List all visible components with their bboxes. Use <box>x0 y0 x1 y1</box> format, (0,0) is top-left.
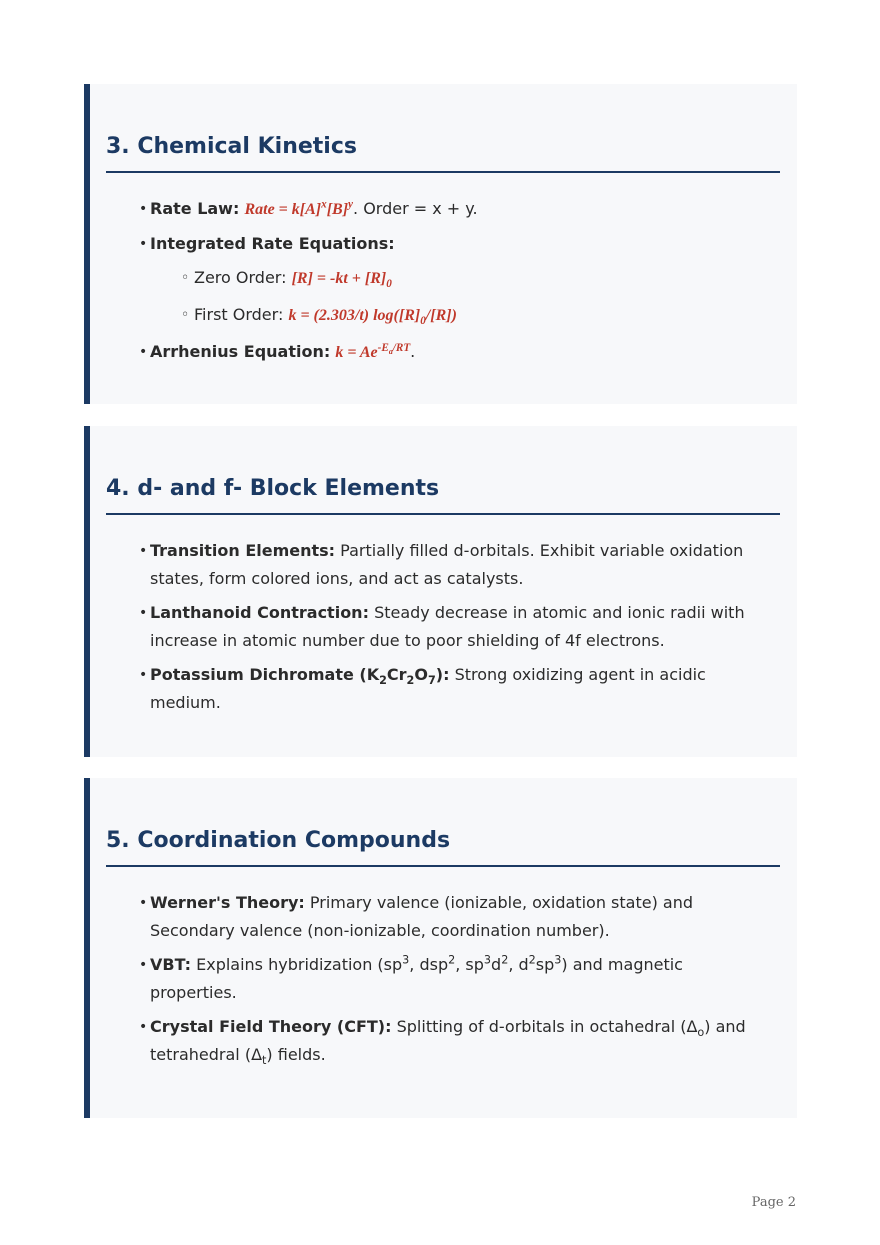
text-part: Explains hybridization (sp <box>196 955 403 974</box>
text-part: , sp <box>455 955 484 974</box>
item-text: . Order = x + y. <box>353 199 478 218</box>
formula-part: /[R]) <box>425 307 457 324</box>
item-label: Integrated Rate Equations: <box>150 234 395 253</box>
formula-part: /RT <box>392 341 411 354</box>
section-chemical-kinetics <box>84 84 797 404</box>
formula-zero-order <box>291 270 392 291</box>
bullet-list <box>106 195 780 367</box>
sub-list <box>150 264 770 330</box>
list-item-rate-law <box>150 195 770 224</box>
list-item-vbt <box>150 951 770 1007</box>
list-item-integrated <box>150 230 770 330</box>
section-coordination-compounds <box>84 778 797 1118</box>
list-item-cft <box>150 1013 770 1069</box>
item-label: Arrhenius Equation: <box>150 342 331 361</box>
formula-sup: y <box>348 198 354 211</box>
text-sup: 2 <box>528 953 536 967</box>
item-text: Strong oxidizing agent in acidic medium. <box>150 665 706 712</box>
formula-first-order <box>288 307 457 328</box>
formula-part: -E <box>377 341 389 354</box>
formula-sub: a <box>388 346 393 356</box>
item-label: Lanthanoid Contraction: <box>150 603 369 622</box>
text-part: d <box>491 955 502 974</box>
item-label: Rate Law: <box>150 199 240 218</box>
formula-exponent <box>378 342 411 354</box>
formula-arrhenius <box>335 341 411 361</box>
bullet-list <box>106 889 780 1069</box>
section-title: 5. Coordination Compounds <box>106 826 780 867</box>
text-sup: 2 <box>501 953 509 967</box>
item-label: Werner's Theory: <box>150 893 305 912</box>
formula-sub: 0 <box>386 278 392 291</box>
text-part: ) and tetrahedral (Δ <box>150 1017 746 1064</box>
label-sub: 2 <box>406 674 415 688</box>
item-text: Steady decrease in atomic and ionic radii with increase in atomic number due to poor shielding of 4f electrons. <box>150 603 745 650</box>
list-item-arrhenius <box>150 338 770 367</box>
text-sub: o <box>697 1026 705 1040</box>
text-part: , d <box>508 955 529 974</box>
formula-sup: x <box>321 198 327 211</box>
sub-item-first-order <box>194 301 770 330</box>
formula-part: k = (2.303/t) log([R] <box>288 307 421 324</box>
sub-item-label: Zero Order: <box>194 268 287 287</box>
item-text <box>150 955 683 1002</box>
text-sup: 3 <box>554 953 562 967</box>
list-item-lanthanoid <box>150 599 770 655</box>
section-d-f-block <box>84 426 797 757</box>
formula-part: [B] <box>326 201 349 218</box>
item-text: Primary valence (ionizable, oxidation state) and Secondary valence (non-ionizable, coordination number). <box>150 893 693 940</box>
list-item-transition <box>150 537 770 593</box>
formula-part: [R] = -kt + [R] <box>291 270 387 287</box>
item-label: Crystal Field Theory (CFT): <box>150 1017 392 1036</box>
formula-sub: 0 <box>420 315 426 328</box>
text-part: ) fields. <box>266 1045 326 1064</box>
label-part: ): <box>435 665 450 684</box>
bullet-list <box>106 537 780 717</box>
item-text: Partially filled d-orbitals. Exhibit variable oxidation states, form colored ions, and act as catalysts. <box>150 541 744 588</box>
text-sup: 3 <box>402 953 410 967</box>
item-label: VBT: <box>150 955 192 974</box>
text-part: Splitting of d-orbitals in octahedral (Δ <box>396 1017 698 1036</box>
list-item-dichromate <box>150 661 770 717</box>
item-label <box>150 665 450 688</box>
text-sup: 3 <box>483 953 492 967</box>
label-sub: 2 <box>379 674 387 688</box>
list-item-werner <box>150 889 770 945</box>
section-title: 4. d- and f- Block Elements <box>106 474 780 515</box>
formula-rate-law <box>244 198 354 218</box>
sub-item-zero-order <box>194 264 770 293</box>
text-sub: t <box>262 1054 267 1068</box>
sub-item-label: First Order: <box>194 305 284 324</box>
item-label: Transition Elements: <box>150 541 336 560</box>
item-text: . <box>410 342 416 361</box>
label-part: Potassium Dichromate (K <box>150 665 380 684</box>
label-part: O <box>414 665 428 684</box>
page-number: Page 2 <box>751 1195 796 1210</box>
formula-part: k = Ae <box>335 344 378 361</box>
text-part: ) and magnetic properties. <box>150 955 683 1002</box>
text-part: sp <box>535 955 555 974</box>
text-part: , dsp <box>409 955 449 974</box>
label-sub: 7 <box>427 674 436 688</box>
formula-part: Rate = k[A] <box>244 201 322 218</box>
text-sup: 2 <box>448 953 456 967</box>
section-title: 3. Chemical Kinetics <box>106 132 780 173</box>
label-part: Cr <box>386 665 407 684</box>
